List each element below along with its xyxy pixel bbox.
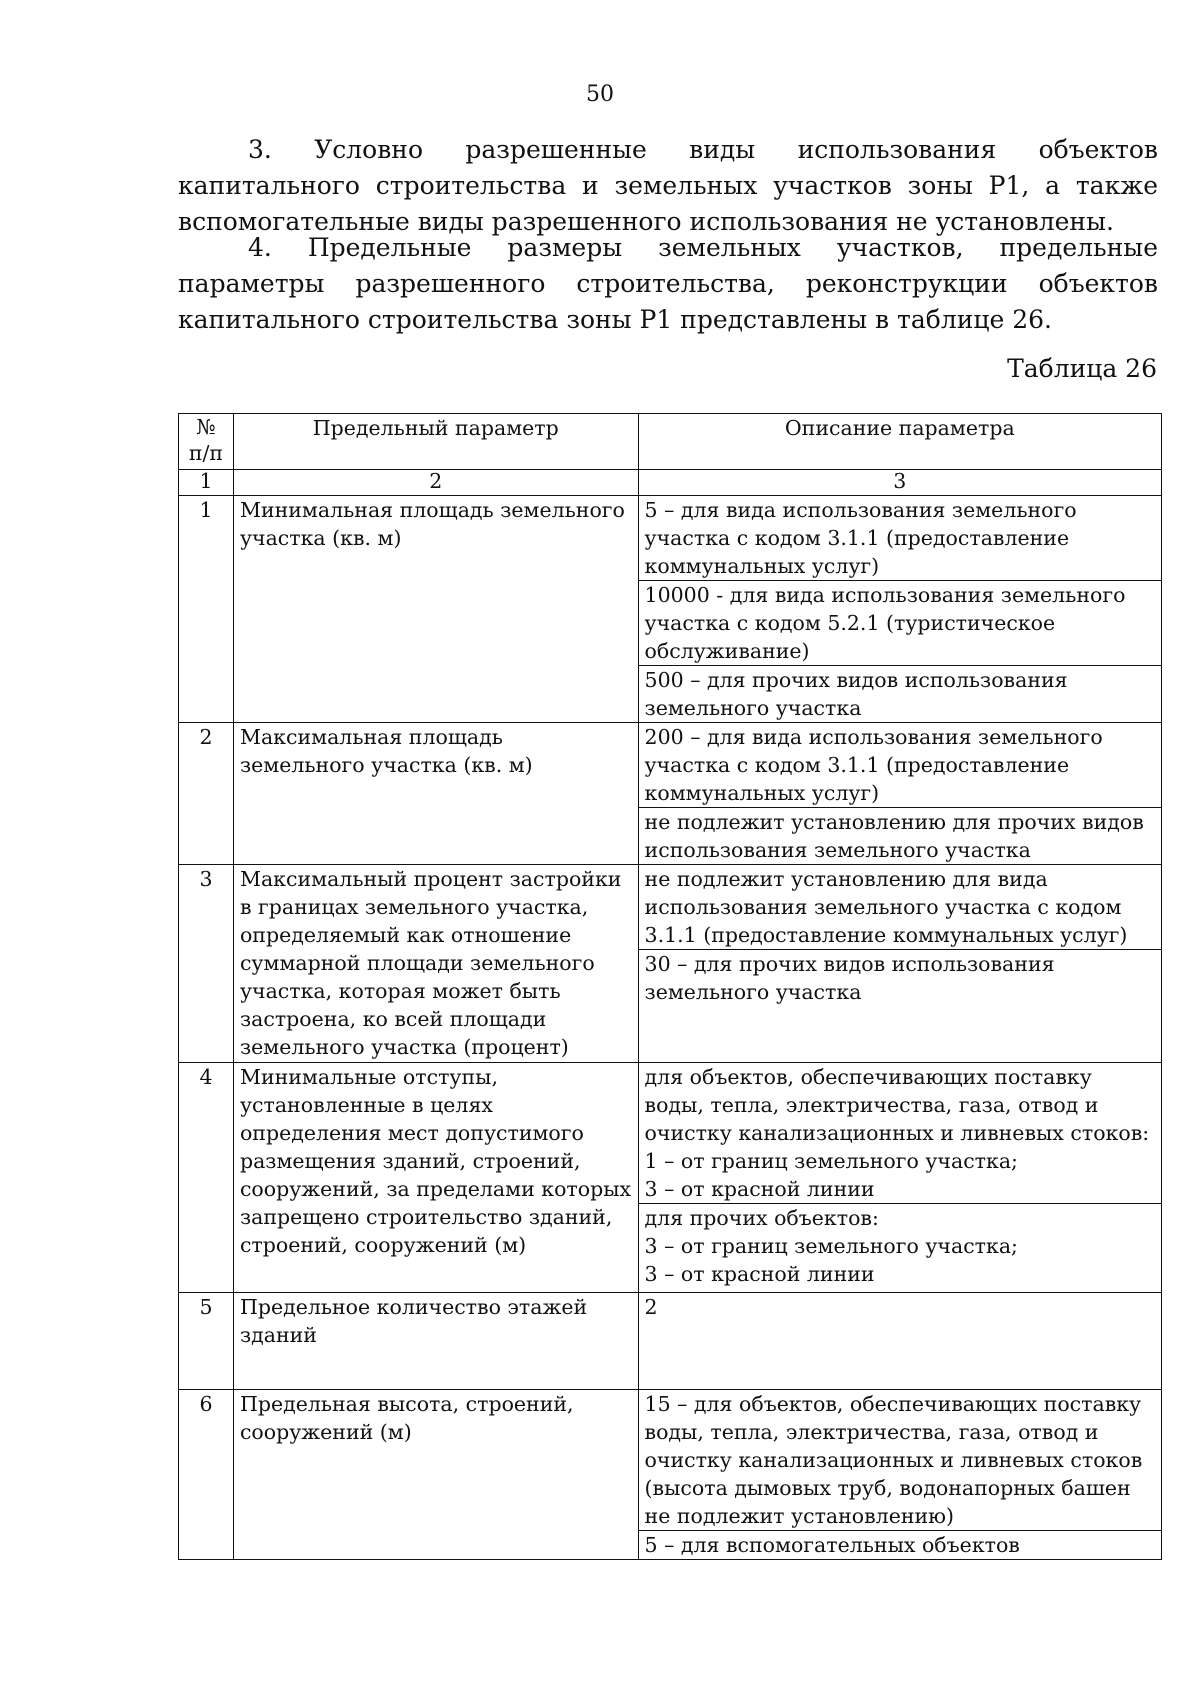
- paragraph-3-text: 3. Условно разрешенные виды использования объектов капитального строительства и земельных участков зоны Р1, а также вспомогательные виды разрешенного использования не установлены.: [178, 135, 1158, 236]
- row-description: 5 – для вида использования земельного участка с кодом 3.1.1 (предоставление коммунальных услуг): [638, 496, 1161, 581]
- header-parameter: Предельный параметр: [233, 414, 638, 470]
- index-cell: 1: [179, 470, 234, 496]
- table-row: [179, 1390, 1162, 1531]
- row-description: для объектов, обеспечивающих поставку воды, тепла, электричества, газа, отвод и очистку канализационных и ливневых стоков: 1 – от границ земельного участка; 3 – от красной линии: [638, 1063, 1161, 1204]
- row-number: 3: [179, 865, 234, 1063]
- table-row: [179, 865, 1162, 950]
- table-row: [179, 723, 1162, 808]
- row-description: 30 – для прочих видов использования земельного участка: [638, 950, 1161, 1063]
- index-cell: 3: [638, 470, 1161, 496]
- paragraph-4: [178, 230, 1158, 338]
- table-caption: Таблица 26: [1007, 354, 1157, 383]
- row-description: 2: [638, 1293, 1161, 1390]
- row-number: 5: [179, 1293, 234, 1390]
- row-description: 15 – для объектов, обеспечивающих поставку воды, тепла, электричества, газа, отвод и очистку канализационных и ливневых стоков (высота дымовых труб, водонапорных башен не подлежит установлению): [638, 1390, 1161, 1531]
- row-number: 6: [179, 1390, 234, 1560]
- row-description: 200 – для вида использования земельного участка с кодом 3.1.1 (предоставление коммунальных услуг): [638, 723, 1161, 808]
- row-description: 500 – для прочих видов использования земельного участка: [638, 666, 1161, 723]
- row-parameter: Максимальная площадь земельного участка (кв. м): [233, 723, 638, 865]
- table-row: [179, 496, 1162, 581]
- parameters-table: [178, 413, 1162, 1560]
- row-parameter: Предельная высота, строений, сооружений (м): [233, 1390, 638, 1560]
- row-number: 2: [179, 723, 234, 865]
- row-description: не подлежит установлению для прочих видов использования земельного участка: [638, 808, 1161, 865]
- page-number: 50: [586, 82, 614, 107]
- paragraph-4-text: 4. Предельные размеры земельных участков, предельные параметры разрешенного строительства, реконструкции объектов капитального строительства зоны Р1 представлены в таблице 26.: [178, 233, 1158, 334]
- table-row: [179, 1063, 1162, 1204]
- paragraph-3: [178, 132, 1158, 240]
- index-cell: 2: [233, 470, 638, 496]
- table-header-row: [179, 414, 1162, 470]
- row-parameter: Минимальные отступы, установленные в целях определения мест допустимого размещения зданий, строений, сооружений, за пределами которых запрещено строительство зданий, строений, сооружений (м): [233, 1063, 638, 1293]
- row-description: 5 – для вспомогательных объектов: [638, 1531, 1161, 1560]
- row-parameter: Предельное количество этажей зданий: [233, 1293, 638, 1390]
- table-index-row: [179, 470, 1162, 496]
- row-parameter: Максимальный процент застройки в границах земельного участка, определяемый как отношение суммарной площади земельного участка, которая может быть застроена, ко всей площади земельного участка (процент): [233, 865, 638, 1063]
- header-number: № п/п: [179, 414, 234, 470]
- row-number: 1: [179, 496, 234, 723]
- row-parameter: Минимальная площадь земельного участка (кв. м): [233, 496, 638, 723]
- header-description: Описание параметра: [638, 414, 1161, 470]
- row-description: для прочих объектов: 3 – от границ земельного участка; 3 – от красной линии: [638, 1204, 1161, 1293]
- table-row: [179, 1293, 1162, 1390]
- row-description: не подлежит установлению для вида использования земельного участка с кодом 3.1.1 (предоставление коммунальных услуг): [638, 865, 1161, 950]
- row-number: 4: [179, 1063, 234, 1293]
- row-description: 10000 - для вида использования земельного участка с кодом 5.2.1 (туристическое обслуживание): [638, 581, 1161, 666]
